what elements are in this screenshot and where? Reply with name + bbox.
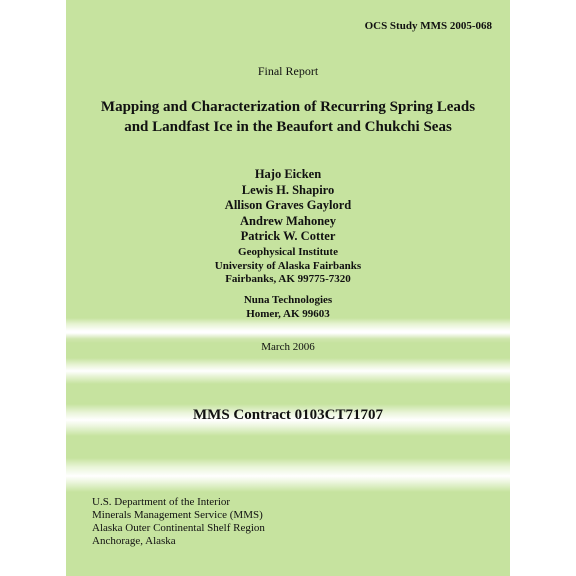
author-list [66, 167, 510, 245]
author-name: Andrew Mahoney [240, 213, 336, 228]
report-title [66, 97, 510, 137]
institution-line: Nuna Technologies [243, 294, 333, 306]
report-date: March 2006 [261, 341, 315, 353]
institution-line: Fairbanks, AK 99775-7320 [225, 273, 351, 285]
author-name: Allison Graves Gaylord [224, 198, 352, 212]
study-number: OCS Study MMS 2005-068 [364, 20, 492, 32]
institution-line: Geophysical Institute [238, 246, 338, 258]
author-name: Lewis H. Shapiro [241, 182, 335, 197]
agency-line: Alaska Outer Continental Shelf Region [92, 522, 265, 534]
institution-line: University of Alaska Fairbanks [214, 259, 362, 272]
agency-line: U.S. Department of the Interior [92, 496, 231, 508]
agency-block [92, 496, 265, 548]
institution-line: Homer, AK 99603 [246, 307, 330, 320]
report-cover-page [66, 0, 510, 576]
contract-number: MMS Contract 0103CT71707 [193, 407, 383, 423]
report-type: Final Report [257, 64, 319, 78]
institution-nuna [66, 294, 510, 321]
agency-line: Anchorage, Alaska [92, 535, 176, 547]
title-line-2: and Landfast Ice in the Beaufort and Chukchi Seas [124, 119, 452, 135]
institution-geophysical [66, 246, 510, 287]
agency-line: Minerals Management Service (MMS) [92, 509, 263, 521]
title-line-1: Mapping and Characterization of Recurring Spring Leads [100, 99, 476, 115]
author-name: Patrick W. Cotter [240, 229, 336, 243]
author-name: Hajo Eicken [254, 167, 322, 181]
